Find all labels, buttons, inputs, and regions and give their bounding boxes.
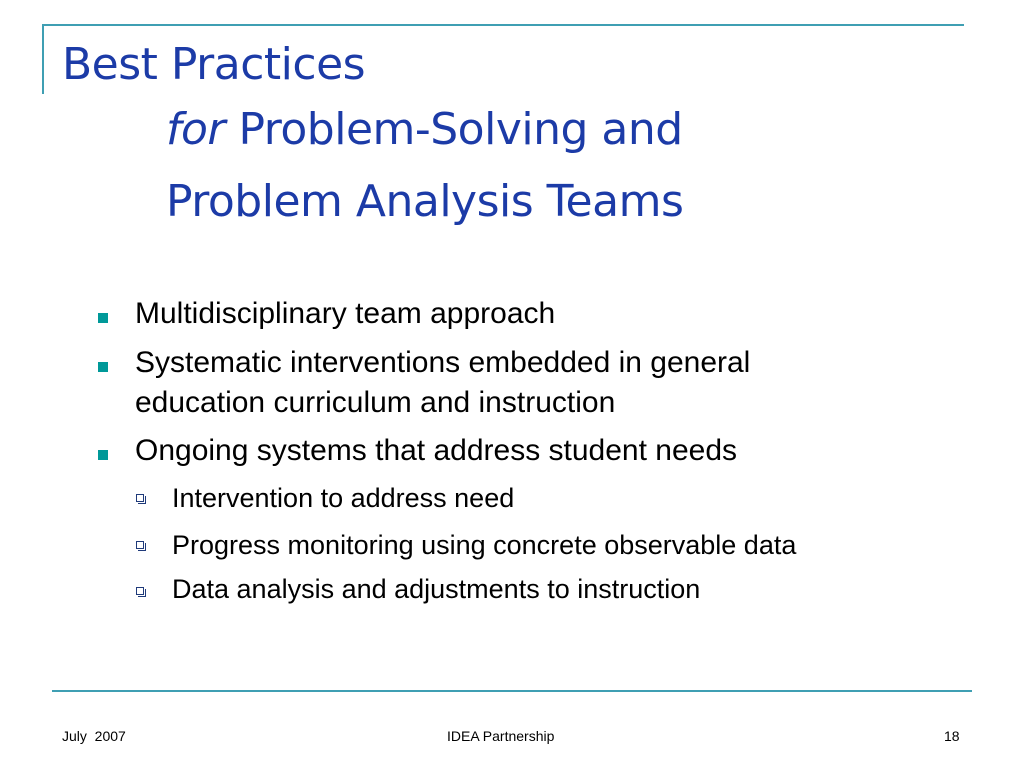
slide-title — [62, 30, 683, 238]
title-line-1: Best Practices — [62, 39, 366, 90]
title-line-2 — [62, 94, 683, 166]
footer-date: July 2007 — [62, 728, 126, 744]
sub-bullet-item-2: Progress monitoring using concrete observable data — [172, 530, 797, 560]
bullet-item-1: Multidisciplinary team approach — [135, 297, 556, 330]
title-line-2-rest: Problem-Solving and — [225, 104, 683, 155]
sub-bullet-box-icon — [136, 587, 144, 595]
title-frame-left-line — [42, 24, 44, 94]
bullet-item-3: Ongoing systems that address student needs — [135, 434, 738, 467]
bullet-square-icon — [98, 362, 108, 372]
footer-divider — [52, 690, 972, 692]
title-frame-top-line — [42, 24, 964, 26]
bullet-square-icon — [98, 313, 108, 323]
sub-bullet-item-1: Intervention to address need — [172, 483, 515, 513]
sub-bullet-box-icon — [136, 541, 144, 549]
bullet-square-icon — [98, 450, 108, 460]
bullet-item-2-line-1: Systematic interventions embedded in general — [135, 346, 751, 379]
title-line-3: Problem Analysis Teams — [166, 176, 684, 227]
sub-bullet-box-icon — [136, 494, 144, 502]
bullet-item-2-line-2: education curriculum and instruction — [135, 386, 616, 419]
footer-page-number: 18 — [944, 728, 960, 744]
footer-organization: IDEA Partnership — [447, 728, 555, 744]
sub-bullet-item-3: Data analysis and adjustments to instruction — [172, 574, 701, 604]
title-for-word: for — [166, 104, 225, 155]
